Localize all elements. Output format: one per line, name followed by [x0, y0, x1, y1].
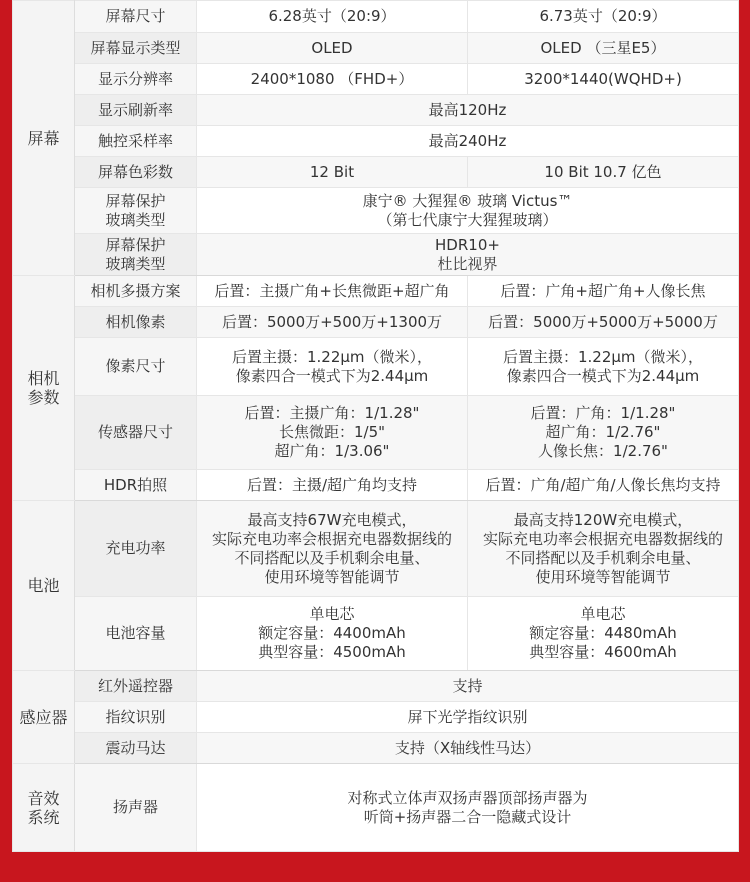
value-fingerprint: 屏下光学指纹识别: [197, 702, 739, 733]
section-sensors: 感应器: [13, 671, 75, 764]
label-vibration-motor: 震动马达: [75, 733, 197, 764]
row-color-depth: [13, 157, 739, 188]
value-a-display-type: OLED: [197, 33, 468, 64]
value-a-charging-power: 最高支持67W充电模式， 实际充电功率会根据充电器数据线的 不同搭配以及手机剩余电量、 使用环境等智能调节: [197, 501, 468, 597]
value-glass-type: 康宁® 大猩猩® 玻璃 Victus™ （第七代康宁大猩猩玻璃）: [197, 188, 739, 234]
label-battery-capacity: 电池容量: [75, 597, 197, 671]
label-hdr-photo: HDR拍照: [75, 470, 197, 501]
spec-table: [12, 0, 739, 852]
row-touch-sampling: [13, 126, 739, 157]
label-hdr-standard: 屏幕保护 玻璃类型: [75, 234, 197, 276]
label-glass-type: 屏幕保护 玻璃类型: [75, 188, 197, 234]
label-sensor-size: 传感器尺寸: [75, 396, 197, 470]
row-display-type: [13, 33, 739, 64]
label-refresh-rate: 显示刷新率: [75, 95, 197, 126]
label-touch-sampling: 触控采样率: [75, 126, 197, 157]
value-b-charging-power: 最高支持120W充电模式， 实际充电功率会根据充电器数据线的 不同搭配以及手机剩余电量、 使用环境等智能调节: [468, 501, 739, 597]
value-b-battery-capacity: 单电芯 额定容量：4480mAh 典型容量：4600mAh: [468, 597, 739, 671]
row-speaker: [13, 764, 739, 852]
label-fingerprint: 指纹识别: [75, 702, 197, 733]
row-ir-blaster: [13, 671, 739, 702]
label-pixel-size: 像素尺寸: [75, 338, 197, 396]
value-a-color-depth: 12 Bit: [197, 157, 468, 188]
value-speaker: 对称式立体声双扬声器顶部扬声器为 听筒+扬声器二合一隐藏式设计: [197, 764, 739, 852]
label-display-type: 屏幕显示类型: [75, 33, 197, 64]
value-b-screen-size: 6.73英寸（20:9）: [468, 1, 739, 33]
value-b-hdr-photo: 后置：广角/超广角/人像长焦均支持: [468, 470, 739, 501]
value-vibration-motor: 支持（X轴线性马达）: [197, 733, 739, 764]
label-camera-setup: 相机多摄方案: [75, 276, 197, 307]
value-refresh-rate: 最高120Hz: [197, 95, 739, 126]
value-a-screen-size: 6.28英寸（20:9）: [197, 1, 468, 33]
row-glass-type: [13, 188, 739, 234]
row-charging-power: [13, 501, 739, 597]
section-audio: 音效 系统: [13, 764, 75, 852]
value-a-camera-setup: 后置：主摄广角+长焦微距+超广角: [197, 276, 468, 307]
label-color-depth: 屏幕色彩数: [75, 157, 197, 188]
value-b-camera-pixels: 后置：5000万+5000万+5000万: [468, 307, 739, 338]
label-resolution: 显示分辨率: [75, 64, 197, 95]
value-a-hdr-photo: 后置：主摄/超广角均支持: [197, 470, 468, 501]
value-a-resolution: 2400*1080 （FHD+）: [197, 64, 468, 95]
row-screen-size: [13, 1, 739, 33]
row-camera-pixels: [13, 307, 739, 338]
section-screen: 屏幕: [13, 1, 75, 276]
label-screen-size: 屏幕尺寸: [75, 1, 197, 33]
row-hdr-standard: [13, 234, 739, 276]
value-b-color-depth: 10 Bit 10.7 亿色: [468, 157, 739, 188]
row-resolution: [13, 64, 739, 95]
value-b-display-type: OLED （三星E5）: [468, 33, 739, 64]
row-sensor-size: [13, 396, 739, 470]
value-a-camera-pixels: 后置：5000万+500万+1300万: [197, 307, 468, 338]
row-camera-setup: [13, 276, 739, 307]
value-a-battery-capacity: 单电芯 额定容量：4400mAh 典型容量：4500mAh: [197, 597, 468, 671]
section-camera: 相机 参数: [13, 276, 75, 501]
row-fingerprint: [13, 702, 739, 733]
value-a-pixel-size: 后置主摄：1.22μm（微米）， 像素四合一模式下为2.44μm: [197, 338, 468, 396]
label-ir-blaster: 红外遥控器: [75, 671, 197, 702]
row-pixel-size: [13, 338, 739, 396]
value-hdr-standard: HDR10+ 杜比视界: [197, 234, 739, 276]
spec-table-frame: [12, 0, 738, 868]
value-b-camera-setup: 后置：广角+超广角+人像长焦: [468, 276, 739, 307]
value-b-resolution: 3200*1440(WQHD+): [468, 64, 739, 95]
label-camera-pixels: 相机像素: [75, 307, 197, 338]
value-a-sensor-size: 后置：主摄广角：1/1.28" 长焦微距：1/5" 超广角：1/3.06": [197, 396, 468, 470]
row-hdr-photo: [13, 470, 739, 501]
section-battery: 电池: [13, 501, 75, 671]
value-b-sensor-size: 后置：广角：1/1.28" 超广角：1/2.76" 人像长焦：1/2.76": [468, 396, 739, 470]
value-touch-sampling: 最高240Hz: [197, 126, 739, 157]
label-speaker: 扬声器: [75, 764, 197, 852]
row-refresh-rate: [13, 95, 739, 126]
row-battery-capacity: [13, 597, 739, 671]
value-b-pixel-size: 后置主摄：1.22μm（微米）， 像素四合一模式下为2.44μm: [468, 338, 739, 396]
row-vibration-motor: [13, 733, 739, 764]
label-charging-power: 充电功率: [75, 501, 197, 597]
value-ir-blaster: 支持: [197, 671, 739, 702]
